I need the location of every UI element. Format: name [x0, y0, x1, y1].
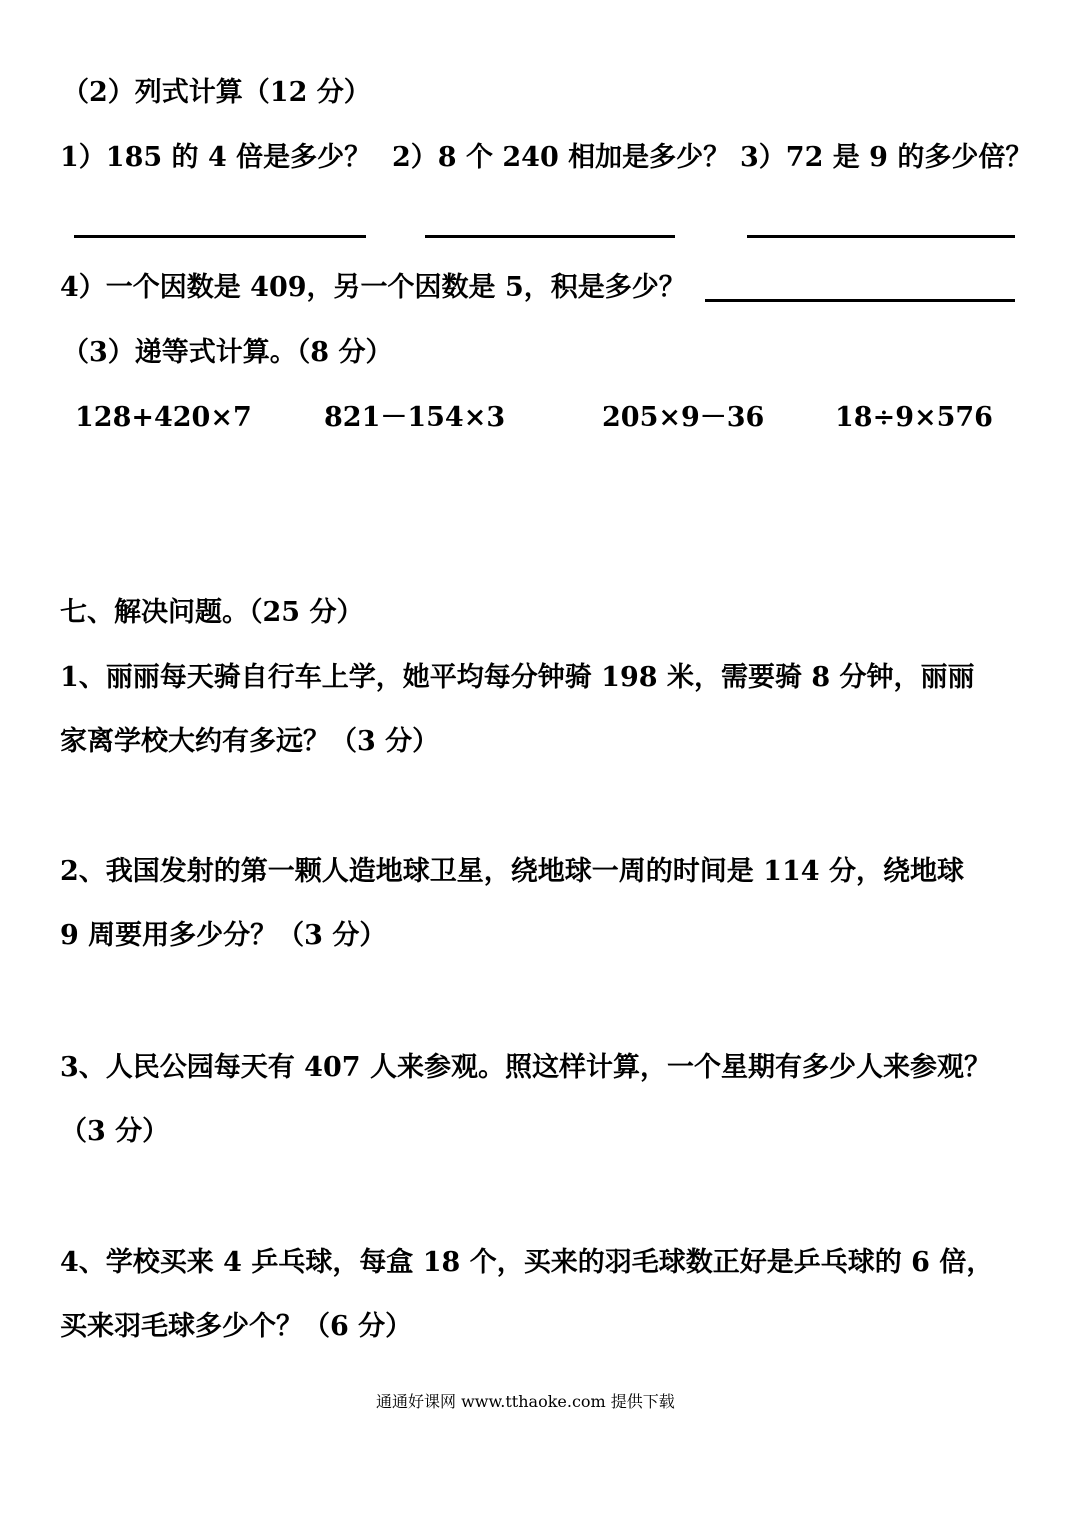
problem-3-line-1: 3、人民公园每天有 407 人来参观。照这样计算，一个星期有多少人来参观？: [60, 1052, 991, 1083]
section-3-heading: （3）递等式计算。（8 分）: [62, 337, 393, 368]
expression-4: 18÷9×576: [835, 402, 993, 433]
expression-1: 128+420×7: [75, 402, 252, 433]
problem-4-line-2: 买来羽毛球多少个？（6 分）: [60, 1311, 413, 1342]
problem-4-line-1: 4、学校买来 4 乒乓球，每盒 18 个，买来的羽毛球数正好是乒乓球的 6 倍，: [60, 1247, 994, 1278]
problem-1-line-1: 1、丽丽每天骑自行车上学，她平均每分钟骑 198 米，需要骑 8 分钟，丽丽: [60, 662, 975, 693]
section-2-heading: （2）列式计算（12 分）: [62, 77, 371, 108]
problem-3-line-2: （3 分）: [60, 1116, 170, 1147]
section-7-heading: 七、解决问题。（25 分）: [60, 597, 364, 628]
problem-2-line-2: 9 周要用多少分？（3 分）: [60, 920, 387, 951]
answer-line-3[interactable]: [747, 235, 1015, 238]
question-4: 4）一个因数是 409，另一个因数是 5，积是多少？: [60, 272, 686, 303]
expression-2: 821－154×3: [324, 402, 506, 433]
footer-credit: 通通好课网 www.tthaoke.com 提供下载: [376, 1392, 675, 1411]
problem-2-line-1: 2、我国发射的第一颗人造地球卫星，绕地球一周的时间是 114 分，绕地球: [60, 856, 964, 887]
problem-1-line-2: 家离学校大约有多远？（3 分）: [60, 726, 440, 757]
answer-line-2[interactable]: [425, 235, 675, 238]
answer-line-4[interactable]: [705, 299, 1015, 302]
expression-3: 205×9－36: [602, 402, 765, 433]
question-3: 3）72 是 9 的多少倍？: [740, 142, 1033, 173]
question-2: 2）8 个 240 相加是多少？: [392, 142, 731, 173]
answer-line-1[interactable]: [74, 235, 366, 238]
question-1: 1）185 的 4 倍是多少？: [60, 142, 372, 173]
